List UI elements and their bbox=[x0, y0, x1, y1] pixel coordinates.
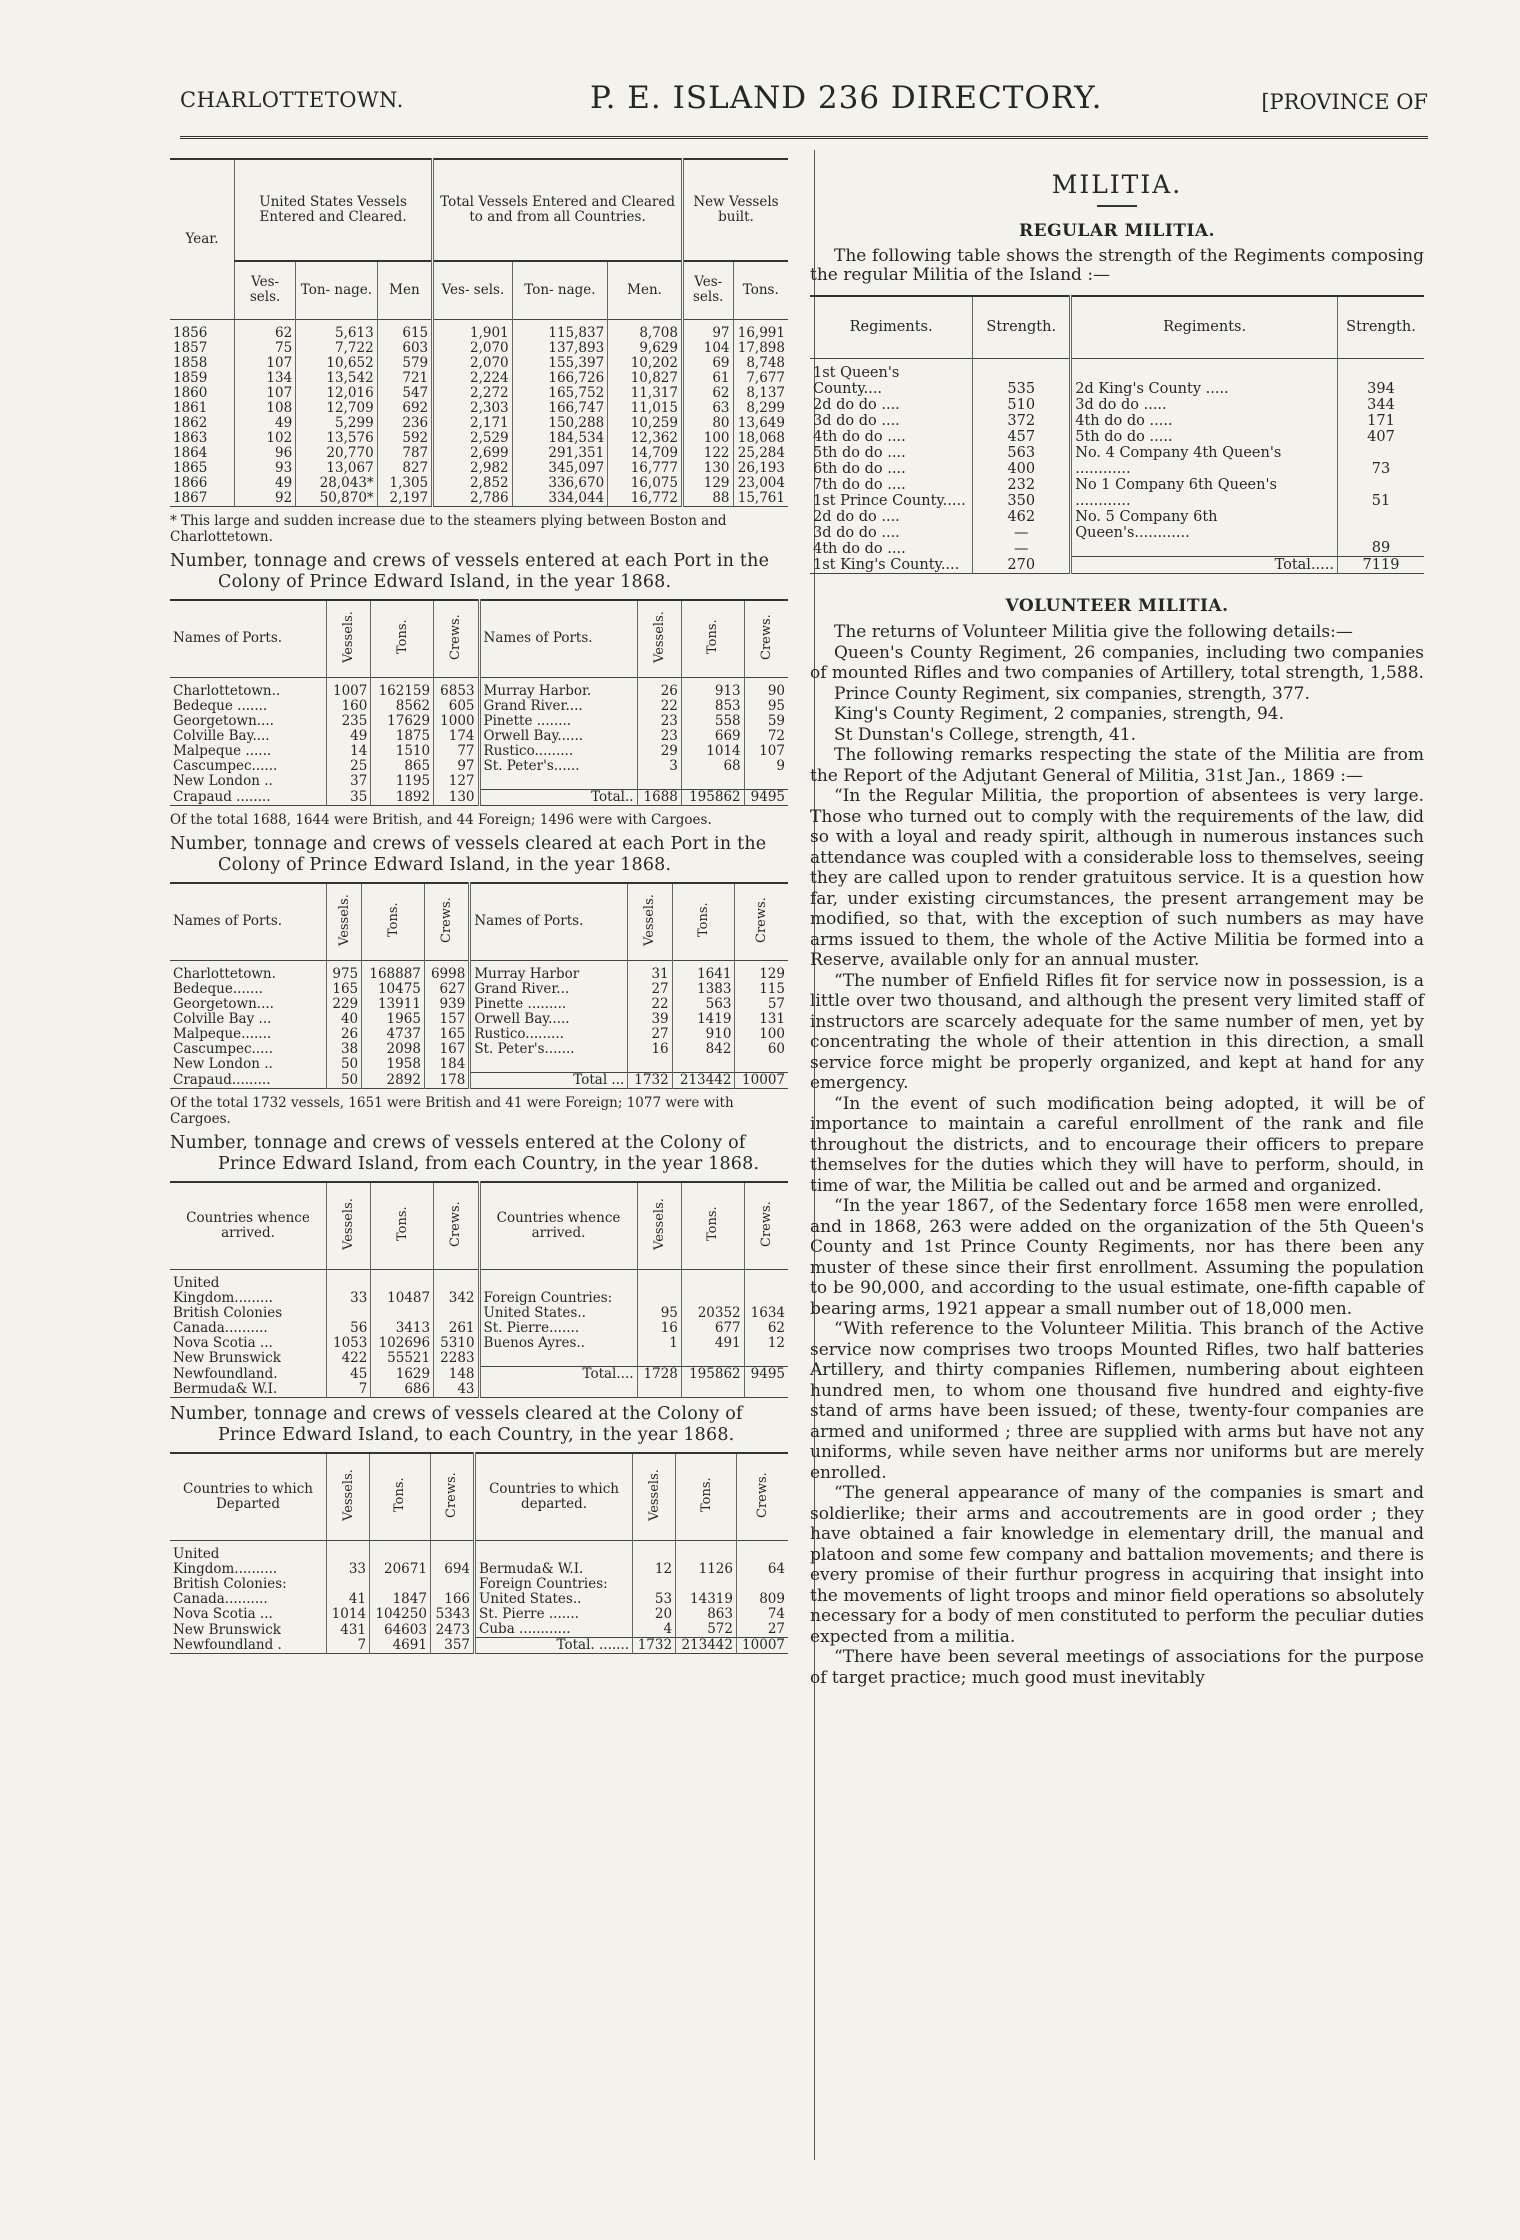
table-row: 1st King's County.... 270 Total..... 7119 bbox=[810, 557, 1424, 574]
col-tons-2: Tons. bbox=[696, 902, 712, 938]
table-row: 5th do do .... 563 No. 4 Company 4th Queen's ............ 73 bbox=[810, 445, 1424, 461]
page-header bbox=[180, 80, 1428, 134]
col-total-tonnage: Ton- nage. bbox=[512, 261, 608, 319]
col-regiments: Regiments. bbox=[849, 319, 933, 336]
col-vessels: Vessels. bbox=[341, 1197, 357, 1250]
paragraph: “The number of Enfield Rifles fit for service now in possession, is a little over two thousand, and although the present very limited staff of instructors are scarcely adequate for the same number of men, yet by concentrating the whole of their attention in this direction, a small service force might be properly organized, and kept at hand for any emergency. bbox=[810, 970, 1424, 1093]
paragraph: “In the event of such modification being adopted, it will be of importance to maintain a careful enrollment of the rank and file throughout the districts, and to encourage their officers to prepare themselves for the duties which they will have to perform, should, in time of war, the Militia be called out and be armed and organized. bbox=[810, 1093, 1424, 1196]
summary-footnote: * This large and sudden increase due to the steamers plying between Boston and Charlottetown. bbox=[170, 512, 727, 545]
col-regiments-2: Regiments. bbox=[1071, 296, 1338, 358]
table-row: 1866 49 28,043* 1,305 2,852 336,670 16,075 129 23,004 bbox=[170, 476, 788, 491]
table-row: 1862 49 5,299 236 2,171 150,288 10,259 80 13,649 bbox=[170, 416, 788, 431]
header-right: [PROVINCE OF bbox=[1261, 90, 1428, 114]
table-row: Crapaud ........ 35 1892 130 Total.. 1688 195862 9495 bbox=[170, 789, 788, 805]
group-us-vessels: United States Vessels Entered and Cleared. bbox=[235, 159, 433, 261]
table-row: 1857 75 7,722 603 2,070 137,893 9,629 104 17,898 bbox=[170, 341, 788, 356]
paragraph: St Dunstan's College, strength, 41. bbox=[834, 724, 1136, 745]
col-crews-2: Crews. bbox=[754, 896, 770, 943]
group-new-vessels: New Vessels built. bbox=[682, 159, 788, 261]
paragraph: The returns of Volunteer Militia give the following details:— bbox=[834, 622, 1353, 642]
total-value: 7119 bbox=[1338, 557, 1425, 574]
col-country: Countries whence arrived. bbox=[186, 1209, 310, 1241]
col-tons-2: Tons. bbox=[705, 619, 721, 655]
table-row: Nova Scotia ... 1014 104250 5343 St. Pierre ....... 20 863 74 bbox=[170, 1607, 788, 1622]
col-tons-2: Tons. bbox=[698, 1477, 714, 1513]
regular-militia-title: REGULAR MILITIA. bbox=[1018, 221, 1215, 241]
table-row: 2d do do .... 462 No. 5 Company 6th Queen's............ 89 bbox=[810, 509, 1424, 525]
vessel-summary-table bbox=[170, 158, 788, 507]
table-row: Bermuda& W.I. 7 686 43 bbox=[170, 1382, 788, 1398]
table-row: Bedeque ....... 160 8562 605 Grand River.... 22 853 95 bbox=[170, 699, 788, 714]
volunteer-militia-title: VOLUNTEER MILITIA. bbox=[1005, 596, 1229, 616]
regiments-table bbox=[810, 295, 1424, 574]
table-row: 6th do do .... 400 bbox=[810, 461, 1424, 477]
group-total-vessels: Total Vessels Entered and Cleared to and from all Countries. bbox=[433, 159, 683, 261]
table-row: Georgetown.... 229 13911 939 Pinette ......... 22 563 57 bbox=[170, 997, 788, 1012]
col-tons: Tons. bbox=[385, 902, 401, 938]
ports-entered-caption: Number, tonnage and crews of vessels entered at each Port in the Colony of Prince Edward Island, in the year 1868. bbox=[170, 550, 770, 592]
col-vessels: Vessels. bbox=[341, 610, 357, 663]
col-year: Year. bbox=[170, 159, 235, 319]
col-crews-2: Crews. bbox=[758, 1200, 774, 1247]
ports-entered-note: Of the total 1688, 1644 were British, and 44 Foreign; 1496 were with Cargoes. bbox=[170, 811, 712, 828]
paragraph: Prince County Regiment, six companies, strength, 377. bbox=[834, 683, 1310, 704]
table-row: 1859 134 13,542 721 2,224 166,726 10,827 61 7,677 bbox=[170, 371, 788, 386]
table-row: Colville Bay ... 40 1965 157 Orwell Bay..... 39 1419 131 bbox=[170, 1012, 788, 1027]
table-row: New London .. 37 1195 127 bbox=[170, 774, 788, 789]
table-row: 1867 92 50,870* 2,197 2,786 334,044 16,772 88 15,761 bbox=[170, 491, 788, 507]
paragraph: “The general appearance of many of the companies is smart and soldierlike; their arms and accoutrements are in good order ; they have obtained a fair knowledge in elementary drill, the manual and platoon and some few company and battalion movements; and there is every promise of their furthur progress in acquiring that insight into the movements of light troops and minor field operations so absolutely necessary for a body of men constituted to perform the peculiar duties expected from a militia. bbox=[810, 1483, 1424, 1647]
table-row: 3d do do .... — bbox=[810, 525, 1424, 541]
paragraph: The following remarks respecting the state of the Militia are from the Report of the Adjutant General of Militia, 31st Jan., 1869 :— bbox=[810, 745, 1424, 786]
paragraph: “There have been several meetings of associations for the purpose of target practice; much good must inevitably bbox=[810, 1647, 1424, 1688]
col-vessels-2: Vessels. bbox=[651, 610, 667, 663]
col-us-tonnage: Ton- nage. bbox=[296, 261, 377, 319]
col-total-vessels: Ves- sels. bbox=[433, 261, 513, 319]
col-port-name: Names of Ports. bbox=[173, 913, 283, 930]
ports-cleared-caption: Number, tonnage and crews of vessels cleared at each Port in the Colony of Prince Edward Island, in the year 1868. bbox=[170, 833, 767, 875]
col-country-2: Countries whence arrived. bbox=[479, 1182, 637, 1270]
table-row: 7th do do .... 232 No 1 Company 6th Queen's ............ 51 bbox=[810, 477, 1424, 493]
col-port-name-2: Names of Ports. bbox=[470, 883, 628, 961]
col-crews: Crews. bbox=[448, 613, 464, 660]
col-vessels: Vessels. bbox=[340, 1468, 356, 1521]
col-tons: Tons. bbox=[394, 1206, 410, 1242]
table-row: Charlottetown. 975 168887 6998 Murray Harbor 31 1641 129 bbox=[170, 967, 788, 982]
table-row: 1864 96 20,770 787 2,699 291,351 14,709 122 25,284 bbox=[170, 446, 788, 461]
table-row: Newfoundland. 45 1629 148 Total.... 1728 195862 9495 bbox=[170, 1366, 788, 1382]
paragraph: “With reference to the Volunteer Militia. This branch of the Active service now comprises two troops Mounted Rifles, two half batteries Artillery, and thirty companies Riflemen, numbering about eighteen hundred men, to whom one thousand five hundred and eighty-five stand of arms have been issued; of these, twenty-four companies are armed and uniformed ; three are supplied with arms but have not any uniforms, while seven have neither arms nor uniforms but are merely enrolled. bbox=[810, 1319, 1424, 1483]
paragraph: “In the Regular Militia, the proportion of absentees is very large. Those who turned out to comply with the requirements of the law, did so with a loyal and ready spirit, although in numerous instances such attendance was coupled with a considerable loss to themselves, seeing they are called upon to render gratuitous service. It is a question how far, under existing circumstances, the present arrangement may be modified, so that, with the exception of such numbers as may have arms issued to them, the whole of the Active Militia be formed into a Reserve, available only for an annual muster. bbox=[810, 786, 1424, 970]
table-row: Cascumpec...... 25 865 97 St. Peter's...... 3 68 9 bbox=[170, 759, 788, 774]
table-row: Malpeque ...... 14 1510 77 Rustico......... 29 1014 107 bbox=[170, 744, 788, 759]
header-rule bbox=[180, 136, 1428, 139]
table-row: New London .. 50 1958 184 bbox=[170, 1057, 788, 1072]
table-row: British Colonies United States.. 95 20352 1634 bbox=[170, 1306, 788, 1321]
vessel-summary-body bbox=[170, 319, 788, 506]
col-us-vessels: Ves- sels. bbox=[235, 261, 296, 319]
table-row: 1860 107 12,016 547 2,272 165,752 11,317 62 8,137 bbox=[170, 386, 788, 401]
table-row: 1861 108 12,709 692 2,303 166,747 11,015 63 8,299 bbox=[170, 401, 788, 416]
col-crews: Crews. bbox=[448, 1200, 464, 1247]
regular-militia-intro: The following table shows the strength of the Regiments composing the regular Militia of the Island :— bbox=[810, 246, 1424, 285]
col-strength: Strength. bbox=[973, 296, 1071, 358]
col-strength-2: Strength. bbox=[1338, 296, 1425, 358]
col-vessels-2: Vessels. bbox=[646, 1468, 662, 1521]
table-row: 1856 62 5,613 615 1,901 115,837 8,708 97 16,991 bbox=[170, 326, 788, 341]
col-us-men: Men bbox=[377, 261, 432, 319]
militia-title: MILITIA. bbox=[1051, 170, 1183, 199]
table-row: 1st Prince County..... 350 bbox=[810, 493, 1424, 509]
table-row: Bedeque....... 165 10475 627 Grand River... 27 1383 115 bbox=[170, 982, 788, 997]
table-row: 1865 93 13,067 827 2,982 345,097 16,777 130 26,193 bbox=[170, 461, 788, 476]
ports-cleared-note: Of the total 1732 vessels, 1651 were British and 41 were Foreign; 1077 were with Cargoes. bbox=[170, 1094, 734, 1127]
title-rule bbox=[1097, 205, 1137, 207]
col-vessels-2: Vessels. bbox=[642, 893, 658, 946]
table-row: British Colonies: Foreign Countries: bbox=[170, 1577, 788, 1592]
total-label: Total..... bbox=[1071, 557, 1338, 574]
header-center: P. E. ISLAND 236 DIRECTORY. bbox=[590, 80, 1103, 116]
table-row: Nova Scotia ... 1053 102696 5310 Buenos Ayres.. 1 491 12 bbox=[170, 1336, 788, 1351]
table-row: 4th do do .... 457 5th do do ..... 407 bbox=[810, 429, 1424, 445]
table-row: New Brunswick 422 55521 2283 bbox=[170, 1351, 788, 1366]
countries-entered-caption: Number, tonnage and crews of vessels entered at the Colony of Prince Edward Island, from each Country, in the year 1868. bbox=[170, 1132, 760, 1174]
countries-cleared-caption: Number, tonnage and crews of vessels cleared at the Colony of Prince Edward Island, to each Country, in the year 1868. bbox=[170, 1403, 743, 1445]
table-row: Canada.......... 56 3413 261 St. Pierre....... 16 677 62 bbox=[170, 1321, 788, 1336]
table-row: United Kingdom......... 33 10487 342 Foreign Countries: bbox=[170, 1276, 788, 1306]
col-country-2: Countries to which departed. bbox=[475, 1453, 633, 1541]
table-row: Canada.......... 41 1847 166 United States.. 53 14319 809 bbox=[170, 1592, 788, 1607]
col-crews-2: Crews. bbox=[758, 613, 774, 660]
paragraph: Queen's County Regiment, 26 companies, including two companies of mounted Rifles and two companies of Artillery, total strength, 1,588. bbox=[810, 642, 1424, 683]
table-row: Charlottetown.. 1007 162159 6853 Murray Harbor. 26 913 90 bbox=[170, 684, 788, 699]
right-column bbox=[810, 160, 1424, 1688]
col-crews: Crews. bbox=[444, 1471, 460, 1518]
table-row: Malpeque....... 26 4737 165 Rustico......... 27 910 100 bbox=[170, 1027, 788, 1042]
table-row: 1st Queen's County.... 535 2d King's County ..... 394 bbox=[810, 365, 1424, 397]
table-row: 1863 102 13,576 592 2,529 184,534 12,362 100 18,068 bbox=[170, 431, 788, 446]
col-vessels-2: Vessels. bbox=[651, 1197, 667, 1250]
table-row: 2d do do .... 510 3d do do ..... 344 bbox=[810, 397, 1424, 413]
directory-page bbox=[150, 80, 1428, 2170]
table-row: 1858 107 10,652 579 2,070 155,397 10,202 69 8,748 bbox=[170, 356, 788, 371]
col-new-tons: Tons. bbox=[733, 261, 788, 319]
col-vessels: Vessels. bbox=[336, 893, 352, 946]
table-row: Georgetown.... 235 17629 1000 Pinette ........ 23 558 59 bbox=[170, 714, 788, 729]
table-row: Cascumpec..... 38 2098 167 St. Peter's....... 16 842 60 bbox=[170, 1042, 788, 1057]
col-port-name: Names of Ports. bbox=[173, 630, 283, 647]
col-crews: Crews. bbox=[439, 896, 455, 943]
table-row: 3d do do .... 372 4th do do ..... 171 bbox=[810, 413, 1424, 429]
table-row: Crapaud......... 50 2892 178 Total ... 1732 213442 10007 bbox=[170, 1072, 788, 1088]
table-row: New Brunswick 431 64603 2473 Cuba ............ 4 572 27 bbox=[170, 1622, 788, 1638]
paragraph: “In the year 1867, of the Sedentary force 1658 men were enrolled, and in 1868, 263 were added on the organization of the 5th Queen's County and 1st Prince County Regiments, nor has there been any muster of these since their first enrollment. Assuming the population to be 90,000, and according to the usual estimate, one-fifth capable of bearing arms, 1921 appear a small number out of 18,000 men. bbox=[810, 1196, 1424, 1319]
col-new-vessels: Ves- sels. bbox=[682, 261, 733, 319]
table-row: 4th do do .... — bbox=[810, 541, 1424, 557]
ports-cleared-table bbox=[170, 882, 788, 1089]
table-row: Colville Bay.... 49 1875 174 Orwell Bay...... 23 669 72 bbox=[170, 729, 788, 744]
col-country: Countries to which Departed bbox=[183, 1480, 313, 1512]
table-row: United Kingdom.......... 33 20671 694 Bermuda& W.I. 12 1126 64 bbox=[170, 1547, 788, 1577]
col-tons: Tons. bbox=[394, 619, 410, 655]
left-column bbox=[170, 158, 788, 1654]
table-row: Newfoundland . 7 4691 357 Total. ....... 1732 213442 10007 bbox=[170, 1638, 788, 1654]
countries-cleared-table bbox=[170, 1452, 788, 1655]
ports-entered-table bbox=[170, 599, 788, 806]
header-left: CHARLOTTETOWN. bbox=[180, 88, 404, 112]
col-tons-2: Tons. bbox=[705, 1206, 721, 1242]
paragraph: King's County Regiment, 2 companies, strength, 94. bbox=[834, 704, 1284, 724]
col-total-men: Men. bbox=[608, 261, 683, 319]
col-tons: Tons. bbox=[392, 1477, 408, 1513]
countries-entered-table bbox=[170, 1181, 788, 1398]
col-port-name-2: Names of Ports. bbox=[479, 600, 637, 678]
col-crews-2: Crews. bbox=[754, 1471, 770, 1518]
